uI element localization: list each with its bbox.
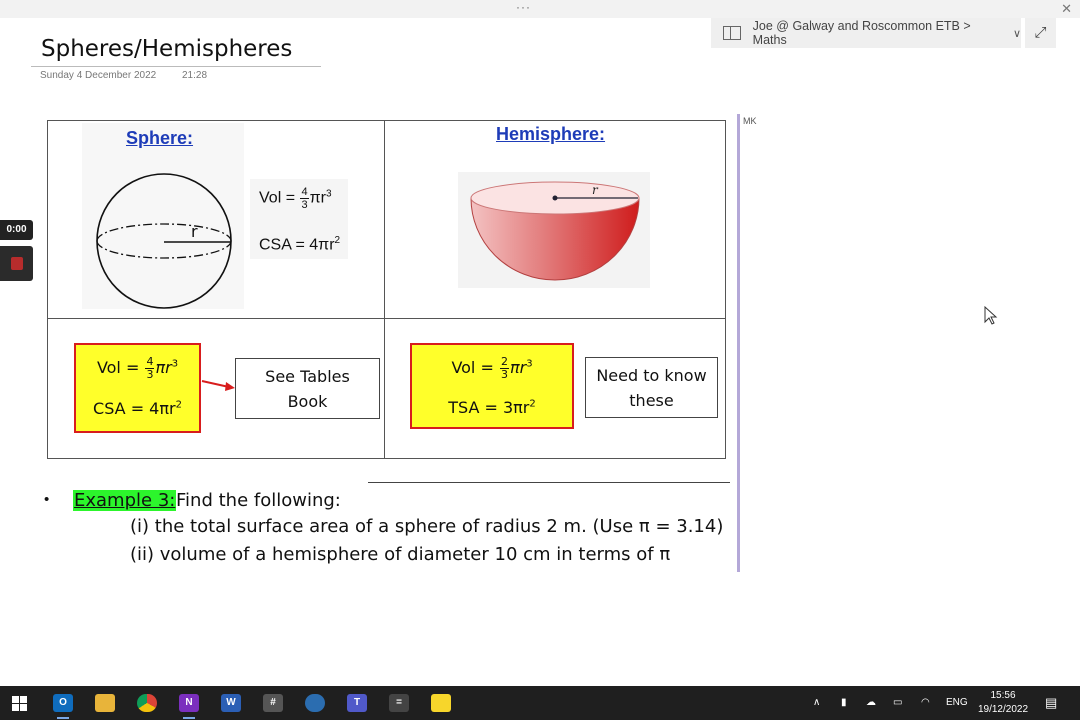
sphere-radius-label: r: [191, 222, 198, 241]
teams-icon[interactable]: T: [347, 694, 367, 712]
hemisphere-summary-box: [410, 343, 574, 429]
hemisphere-summary-volume: [412, 356, 572, 381]
sphere-csa-formula: [259, 235, 340, 254]
wifi-icon[interactable]: ◠: [921, 697, 930, 708]
sphere-summary-vol-tail: πr: [155, 358, 172, 377]
sphere-summary-vol-num: 4: [146, 355, 154, 368]
see-tables-line2: Book: [287, 392, 328, 411]
calculator-2-icon[interactable]: =: [389, 694, 409, 712]
table-column-divider: [384, 121, 385, 458]
author-tag: MK: [743, 116, 757, 126]
taskbar-clock[interactable]: [972, 689, 1034, 717]
sphere-heading: Sphere:: [126, 128, 194, 148]
notebook-breadcrumb[interactable]: [711, 18, 1021, 48]
calculator-icon[interactable]: #: [263, 694, 283, 712]
stop-icon: [11, 257, 23, 270]
sphere-summary-csa: [76, 399, 199, 418]
arrow-to-tables-icon: [201, 378, 237, 392]
sphere-summary-vol-fraction: [145, 356, 154, 381]
stop-recording-button[interactable]: [0, 246, 33, 281]
onenote-icon[interactable]: N: [179, 694, 199, 712]
sphere-vol-tail: πr: [309, 189, 326, 207]
close-icon[interactable]: ✕: [1061, 1, 1072, 16]
sphere-summary-csa-exp: 2: [175, 399, 182, 411]
sphere-volume-formula: [259, 186, 332, 211]
clock-date: 19/12/2022: [977, 704, 1029, 715]
sphere-diagram: [92, 165, 237, 310]
file-explorer-icon[interactable]: [95, 694, 115, 712]
outlook-icon[interactable]: O: [53, 694, 73, 712]
sticky-notes-icon[interactable]: [431, 694, 451, 712]
see-tables-line1: See Tables: [265, 367, 350, 386]
need-to-know-line1: Need to know: [596, 366, 707, 385]
mouse-cursor-icon: [984, 306, 998, 326]
microphone-icon[interactable]: ▮: [841, 697, 847, 708]
sphere-vol-label: Vol =: [259, 189, 296, 207]
page-date: Sunday 4 December 2022: [40, 70, 157, 81]
window-menu-dots[interactable]: ···: [516, 0, 531, 14]
sphere-vol-exp: 3: [325, 188, 332, 200]
window-title-bar: [0, 0, 1080, 18]
page-title[interactable]: Spheres/Hemispheres: [41, 36, 293, 62]
notebook-icon: [723, 26, 741, 40]
see-tables-note: [235, 358, 380, 419]
sphere-summary-volume: [76, 356, 199, 381]
sphere-vol-fraction: [300, 186, 308, 211]
hemisphere-heading: Hemisphere:: [496, 124, 606, 144]
breadcrumb-text: Joe @ Galway and Roscommon ETB > Maths: [752, 19, 971, 47]
title-divider: [31, 66, 321, 67]
example-item-1[interactable]: (i) the total surface area of a sphere of radius 2 m. (Use π = 3.14): [130, 516, 724, 537]
hemisphere-summary-tsa: [412, 398, 572, 417]
sphere-summary-vol-exp: 3: [171, 358, 179, 370]
hemisphere-summary-vol-den: 3: [500, 368, 508, 381]
hemisphere-summary-vol-num: 2: [500, 355, 508, 368]
hemisphere-summary-tsa-exp: 2: [529, 398, 536, 410]
sphere-summary-vol-label: Vol =: [96, 358, 140, 377]
sphere-summary-vol-den: 3: [146, 368, 154, 381]
recording-timer: 0:00: [0, 220, 33, 240]
sphere-vol-den: 3: [301, 199, 308, 211]
example-intro[interactable]: Find the following:: [176, 490, 341, 511]
need-to-know-line2: these: [629, 391, 674, 410]
author-indicator-bar: [737, 114, 740, 572]
need-to-know-note: [585, 357, 718, 418]
battery-icon[interactable]: ▭: [893, 697, 903, 708]
sphere-summary-box: [74, 343, 201, 433]
hemisphere-summary-vol-fraction: [500, 356, 509, 381]
clock-time: 15:56: [990, 690, 1016, 701]
onedrive-icon[interactable]: ☁: [866, 697, 876, 708]
sphere-vol-num: 4: [301, 186, 308, 198]
hemisphere-summary-tsa-text: TSA = 3πr: [448, 398, 530, 417]
sphere-csa-exp: 2: [334, 235, 341, 246]
example-label[interactable]: Example 3:: [74, 490, 176, 511]
bullet-point: •: [44, 491, 50, 508]
language-indicator[interactable]: ENG: [946, 697, 968, 708]
onenote-active-indicator: [183, 717, 195, 719]
remote-desktop-icon[interactable]: [305, 694, 325, 712]
expand-icon[interactable]: ⤢: [1025, 18, 1056, 48]
sphere-summary-csa-text: CSA = 4πr: [93, 399, 176, 418]
word-icon[interactable]: W: [221, 694, 241, 712]
hemisphere-summary-vol-exp: 3: [526, 358, 533, 370]
chrome-icon[interactable]: [137, 694, 157, 712]
table-row-divider: [48, 318, 725, 319]
sphere-csa-text: CSA = 4πr: [259, 236, 335, 254]
notifications-icon[interactable]: ▤: [1045, 695, 1058, 710]
hemisphere-summary-vol-label: Vol =: [451, 358, 494, 377]
outlook-active-indicator: [57, 717, 69, 719]
windows-start-icon[interactable]: [12, 696, 28, 712]
chevron-down-icon[interactable]: ∨: [1012, 27, 1021, 40]
hemisphere-diagram: [468, 178, 643, 286]
hemisphere-summary-vol-tail: πr: [509, 358, 527, 377]
example-item-2[interactable]: (ii) volume of a hemisphere of diameter 10 cm in terms of π: [130, 544, 671, 565]
page-time: 21:28: [182, 70, 208, 81]
show-hidden-icons-icon[interactable]: ∧: [813, 697, 821, 708]
taskbar: [0, 686, 1080, 720]
divider-line: [368, 482, 730, 483]
hemisphere-radius-label: r: [592, 183, 598, 197]
